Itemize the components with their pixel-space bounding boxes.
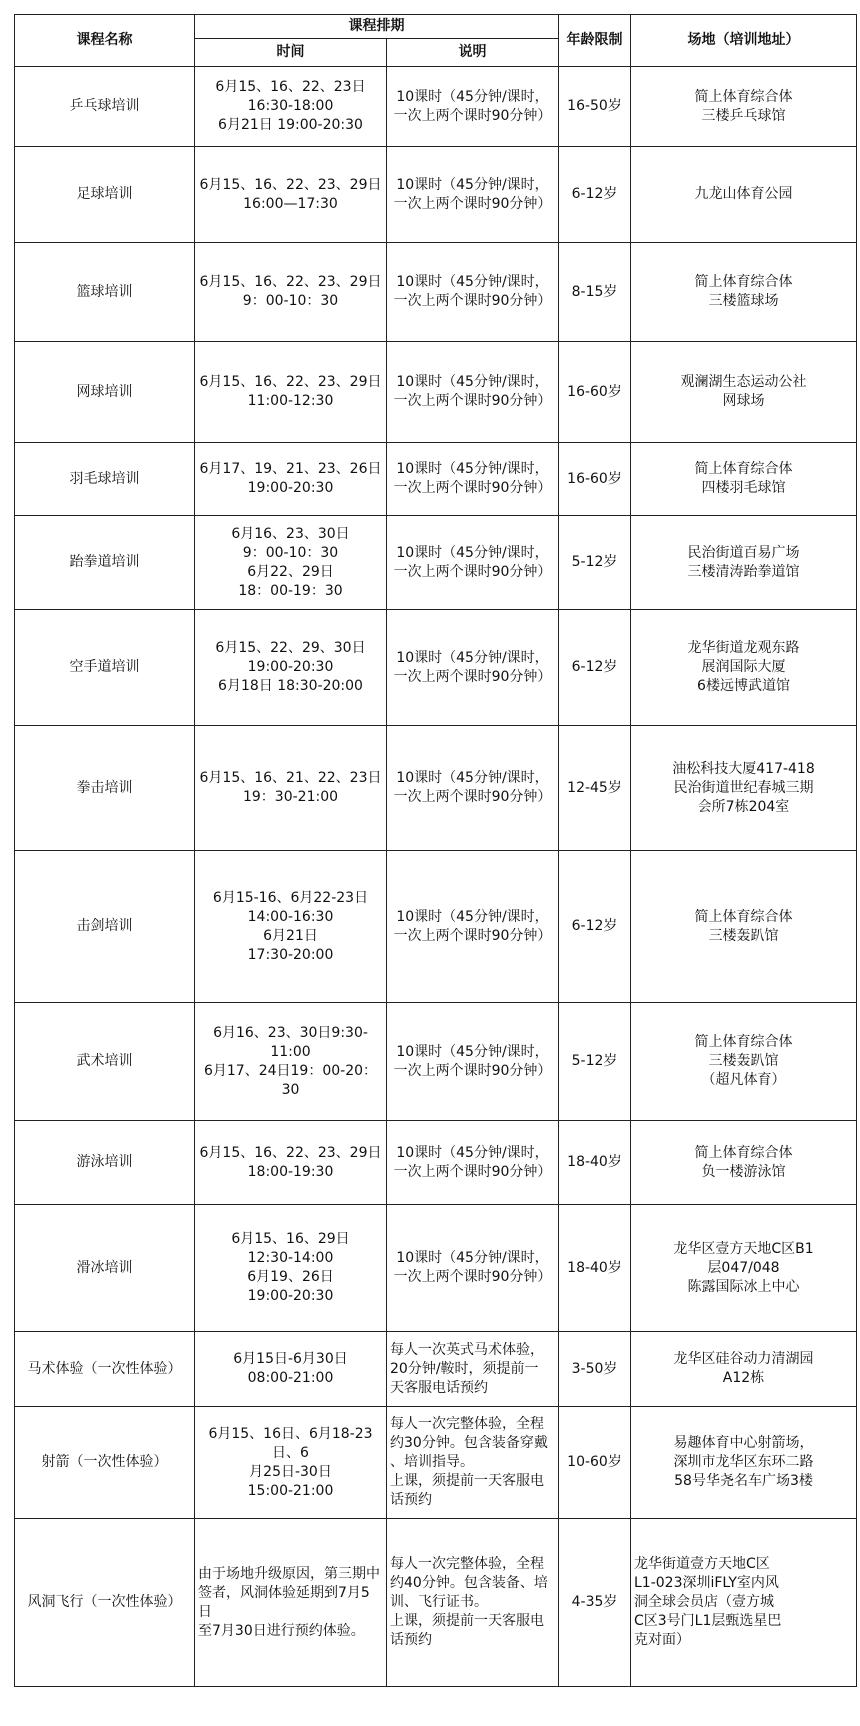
course-name: 乒乓球培训 bbox=[15, 67, 195, 147]
course-time: 6月15、16日、6月18-23日、6 月25日-30日 15:00-21:00 bbox=[195, 1407, 387, 1519]
course-name: 武术培训 bbox=[15, 1003, 195, 1121]
course-time: 6月15、16、22、23、29日 16:00—17:30 bbox=[195, 147, 387, 243]
course-venue: 易趣体育中心射箭场， 深圳市龙华区东环二路 58号华尧名车广场3楼 bbox=[631, 1407, 857, 1519]
course-age: 6-12岁 bbox=[559, 851, 631, 1003]
header-note: 说明 bbox=[387, 39, 559, 67]
course-time: 6月15日-6月30日 08:00-21:00 bbox=[195, 1332, 387, 1407]
course-venue: 油松科技大厦417-418 民治街道世纪春城三期 会所7栋204室 bbox=[631, 726, 857, 851]
course-note: 10课时（45分钟/课时， 一次上两个课时90分钟） bbox=[387, 67, 559, 147]
course-venue: 龙华区壹方天地C区B1 层047/048 陈露国际冰上中心 bbox=[631, 1205, 857, 1332]
course-time: 6月15-16、6月22-23日 14:00-16:30 6月21日 17:30-20:00 bbox=[195, 851, 387, 1003]
table-row bbox=[15, 243, 857, 342]
table-row bbox=[15, 1003, 857, 1121]
course-note: 每人一次完整体验，全程 约40分钟。包含装备、培 训、飞行证书。 上课，须提前一天客服电 话预约 bbox=[387, 1519, 559, 1687]
course-time: 6月15、16、21、22、23日 19：30-21:00 bbox=[195, 726, 387, 851]
course-age: 16-60岁 bbox=[559, 443, 631, 516]
course-venue: 观澜湖生态运动公社 网球场 bbox=[631, 342, 857, 443]
course-age: 18-40岁 bbox=[559, 1205, 631, 1332]
course-time: 6月15、16、22、23日 16:30-18:00 6月21日 19:00-20:30 bbox=[195, 67, 387, 147]
course-time: 6月15、16、22、23、29日 18:00-19:30 bbox=[195, 1121, 387, 1205]
table-row bbox=[15, 443, 857, 516]
course-venue: 简上体育综合体 负一楼游泳馆 bbox=[631, 1121, 857, 1205]
course-schedule-table bbox=[14, 14, 857, 1687]
table-row bbox=[15, 610, 857, 726]
table-row bbox=[15, 147, 857, 243]
course-venue: 龙华区硅谷动力清湖园 A12栋 bbox=[631, 1332, 857, 1407]
course-name: 跆拳道培训 bbox=[15, 516, 195, 610]
course-name: 射箭（一次性体验） bbox=[15, 1407, 195, 1519]
course-time: 6月15、16、22、23、29日 11:00-12:30 bbox=[195, 342, 387, 443]
header-time: 时间 bbox=[195, 39, 387, 67]
course-venue: 简上体育综合体 三楼篮球场 bbox=[631, 243, 857, 342]
course-venue: 龙华街道龙观东路 展润国际大厦 6楼远博武道馆 bbox=[631, 610, 857, 726]
course-name: 篮球培训 bbox=[15, 243, 195, 342]
course-venue: 简上体育综合体 四楼羽毛球馆 bbox=[631, 443, 857, 516]
table-row bbox=[15, 1205, 857, 1332]
course-venue: 简上体育综合体 三楼轰趴馆 bbox=[631, 851, 857, 1003]
header-schedule: 课程排期 bbox=[195, 15, 559, 39]
table-row bbox=[15, 726, 857, 851]
course-time: 6月17、19、21、23、26日 19:00-20:30 bbox=[195, 443, 387, 516]
course-venue: 民治街道百易广场 三楼清涛跆拳道馆 bbox=[631, 516, 857, 610]
course-name: 马术体验（一次性体验） bbox=[15, 1332, 195, 1407]
course-age: 10-60岁 bbox=[559, 1407, 631, 1519]
course-venue: 简上体育综合体 三楼乒乓球馆 bbox=[631, 67, 857, 147]
course-name: 滑冰培训 bbox=[15, 1205, 195, 1332]
course-note: 每人一次英式马术体验， 20分钟/鞍时，须提前一 天客服电话预约 bbox=[387, 1332, 559, 1407]
course-name: 击剑培训 bbox=[15, 851, 195, 1003]
course-age: 16-50岁 bbox=[559, 67, 631, 147]
course-name: 足球培训 bbox=[15, 147, 195, 243]
table-row bbox=[15, 1121, 857, 1205]
course-name: 风洞飞行（一次性体验） bbox=[15, 1519, 195, 1687]
header-venue: 场地（培训地址） bbox=[631, 15, 857, 67]
schedule-sheet bbox=[14, 14, 856, 1687]
course-venue: 龙华街道壹方天地C区 L1-023深圳iFLY室内风 洞全球会员店（壹方城 C区3号门L1层甄选星巴 克对面） bbox=[631, 1519, 857, 1687]
course-note: 10课时（45分钟/课时， 一次上两个课时90分钟） bbox=[387, 851, 559, 1003]
course-note: 10课时（45分钟/课时， 一次上两个课时90分钟） bbox=[387, 516, 559, 610]
course-age: 12-45岁 bbox=[559, 726, 631, 851]
course-time: 6月15、16、22、23、29日 9：00-10：30 bbox=[195, 243, 387, 342]
table-row bbox=[15, 516, 857, 610]
course-name: 拳击培训 bbox=[15, 726, 195, 851]
table-row bbox=[15, 342, 857, 443]
course-note: 10课时（45分钟/课时， 一次上两个课时90分钟） bbox=[387, 243, 559, 342]
course-age: 16-60岁 bbox=[559, 342, 631, 443]
course-note: 10课时（45分钟/课时， 一次上两个课时90分钟） bbox=[387, 147, 559, 243]
course-venue: 九龙山体育公园 bbox=[631, 147, 857, 243]
header-age-limit: 年龄限制 bbox=[559, 15, 631, 67]
header-course-name: 课程名称 bbox=[15, 15, 195, 67]
course-age: 18-40岁 bbox=[559, 1121, 631, 1205]
course-note: 10课时（45分钟/课时， 一次上两个课时90分钟） bbox=[387, 726, 559, 851]
course-age: 5-12岁 bbox=[559, 1003, 631, 1121]
table-row bbox=[15, 67, 857, 147]
course-name: 游泳培训 bbox=[15, 1121, 195, 1205]
table-row bbox=[15, 1519, 857, 1687]
table-row bbox=[15, 851, 857, 1003]
course-age: 6-12岁 bbox=[559, 610, 631, 726]
course-note: 10课时（45分钟/课时， 一次上两个课时90分钟） bbox=[387, 610, 559, 726]
course-note: 10课时（45分钟/课时， 一次上两个课时90分钟） bbox=[387, 1205, 559, 1332]
course-time: 6月15、22、29、30日 19:00-20:30 6月18日 18:30-20:00 bbox=[195, 610, 387, 726]
course-age: 3-50岁 bbox=[559, 1332, 631, 1407]
course-time: 6月16、23、30日9:30-11:00 6月17、24日19：00-20：30 bbox=[195, 1003, 387, 1121]
course-note: 10课时（45分钟/课时， 一次上两个课时90分钟） bbox=[387, 443, 559, 516]
course-time: 由于场地升级原因，第三期中 签者，风洞体验延期到7月5日 至7月30日进行预约体验。 bbox=[195, 1519, 387, 1687]
course-note: 每人一次完整体验，全程 约30分钟。包含装备穿戴 、培训指导。 上课，须提前一天客服电 话预约 bbox=[387, 1407, 559, 1519]
course-note: 10课时（45分钟/课时， 一次上两个课时90分钟） bbox=[387, 1121, 559, 1205]
course-name: 网球培训 bbox=[15, 342, 195, 443]
course-venue: 简上体育综合体 三楼轰趴馆 （超凡体育） bbox=[631, 1003, 857, 1121]
course-time: 6月15、16、29日 12:30-14:00 6月19、26日 19:00-20:30 bbox=[195, 1205, 387, 1332]
course-age: 5-12岁 bbox=[559, 516, 631, 610]
table-row bbox=[15, 1332, 857, 1407]
course-name: 羽毛球培训 bbox=[15, 443, 195, 516]
table-row bbox=[15, 1407, 857, 1519]
course-note: 10课时（45分钟/课时， 一次上两个课时90分钟） bbox=[387, 342, 559, 443]
course-name: 空手道培训 bbox=[15, 610, 195, 726]
course-age: 6-12岁 bbox=[559, 147, 631, 243]
course-age: 8-15岁 bbox=[559, 243, 631, 342]
course-note: 10课时（45分钟/课时， 一次上两个课时90分钟） bbox=[387, 1003, 559, 1121]
course-age: 4-35岁 bbox=[559, 1519, 631, 1687]
course-time: 6月16、23、30日 9：00-10：30 6月22、29日 18：00-19：30 bbox=[195, 516, 387, 610]
